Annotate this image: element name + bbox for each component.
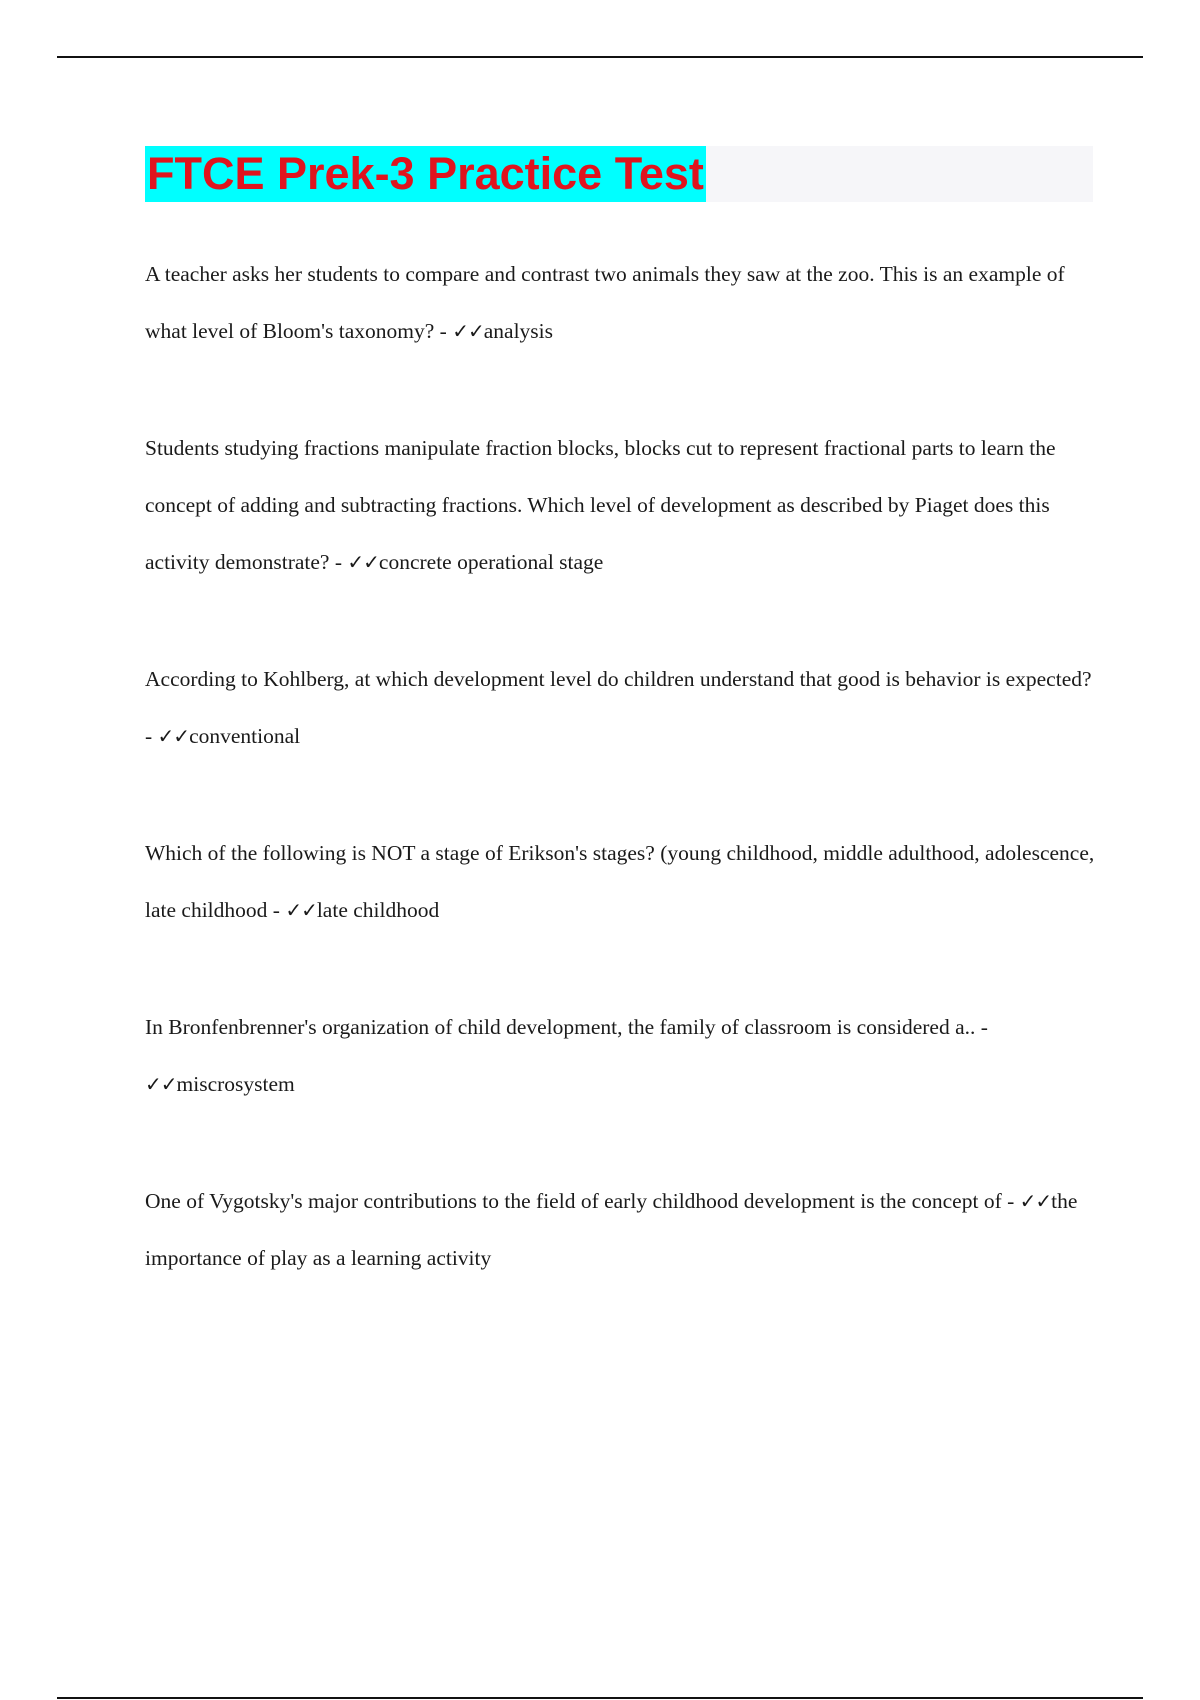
qa-list	[145, 246, 1095, 1347]
check-icon: ✓✓	[157, 724, 190, 748]
top-divider	[57, 56, 1143, 58]
answer-text: the importance of play as a learning activity	[145, 1189, 1078, 1270]
qa-item	[145, 420, 1095, 591]
question-text: According to Kohlberg, at which development level do children understand that good is behavior is expected? -	[145, 667, 1092, 748]
answer-text: late childhood	[316, 898, 440, 922]
answer-text: analysis	[483, 319, 554, 343]
question-text: One of Vygotsky's major contributions to the field of early childhood development is the concept of -	[145, 1189, 1015, 1213]
question-text: A teacher asks her students to compare and contrast two animals they saw at the zoo. This is an example of what level of Bloom's taxonomy? -	[145, 262, 1065, 343]
qa-item	[145, 1173, 1095, 1287]
qa-item	[145, 825, 1095, 939]
document-title: FTCE Prek-3 Practice Test	[145, 146, 706, 202]
check-icon: ✓✓	[285, 898, 317, 922]
answer-text: miscrosystem	[176, 1072, 295, 1096]
check-icon: ✓✓	[452, 319, 484, 343]
check-icon: ✓✓	[347, 550, 379, 574]
question-text: In Bronfenbrenner's organization of child development, the family of classroom is considered a.. -	[145, 1015, 988, 1039]
check-icon: ✓✓	[145, 1072, 177, 1096]
question-text: Which of the following is NOT a stage of Erikson's stages? (young childhood, middle adulthood, adolescence, late childhood -	[145, 841, 1095, 922]
qa-item	[145, 651, 1095, 765]
qa-item	[145, 246, 1095, 360]
check-icon: ✓✓	[1019, 1189, 1052, 1213]
bottom-divider	[57, 1697, 1143, 1699]
answer-text: concrete operational stage	[378, 550, 604, 574]
question-text: Students studying fractions manipulate fraction blocks, blocks cut to represent fractional parts to learn the concept of adding and subtracting fractions. Which level of development as described by Piaget does this activity demonstrate? -	[145, 436, 1056, 574]
answer-text: conventional	[189, 724, 301, 748]
qa-item	[145, 999, 1095, 1113]
